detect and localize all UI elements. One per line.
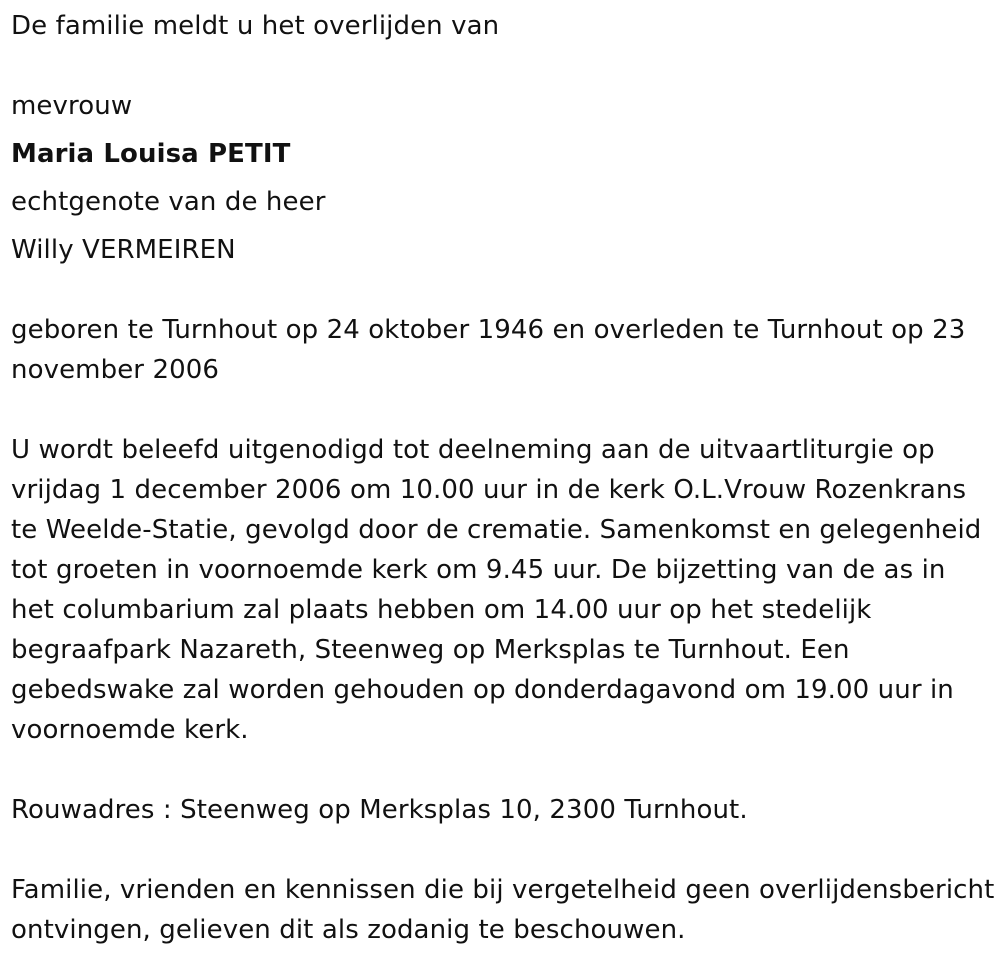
mourning-address: Rouwadres : Steenweg op Merksplas 10, 2300 Turnhout. xyxy=(11,795,748,825)
intro-text: De familie meldt u het overlijden van xyxy=(11,11,500,41)
birth-death-paragraph: geboren te Turnhout op 24 oktober 1946 en overleden te Turnhout op 23 november 2006 xyxy=(11,315,966,385)
spouse-name: Willy VERMEIREN xyxy=(11,235,236,265)
title-prefix: mevrouw xyxy=(11,91,133,121)
relation-text: echtgenote van de heer xyxy=(11,187,326,217)
deceased-name: Maria Louisa PETIT xyxy=(11,139,291,169)
funeral-details-paragraph: U wordt beleefd uitgenodigd tot deelneming aan de uitvaartliturgie op vrijdag 1 december 2006 om 10.00 uur in de kerk O.L.Vrouw Rozenkrans te Weelde-Statie, gevolgd door de crematie. Samenkomst en gelegenheid tot groeten in voornoemde kerk om 9.45 uur. De bijzetting van de as in het columbarium zal plaats hebben om 14.00 uur op het stedelijk begraafpark Nazareth, Steenweg op Merksplas te Turnhout. Een gebedswake zal worden gehouden op donderdagavond om 19.00 uur in voornoemde kerk. xyxy=(11,435,982,745)
closing-paragraph: Familie, vrienden en kennissen die bij vergetelheid geen overlijdensbericht ontvingen, gelieven dit als zodanig te beschouwen. xyxy=(11,875,995,945)
